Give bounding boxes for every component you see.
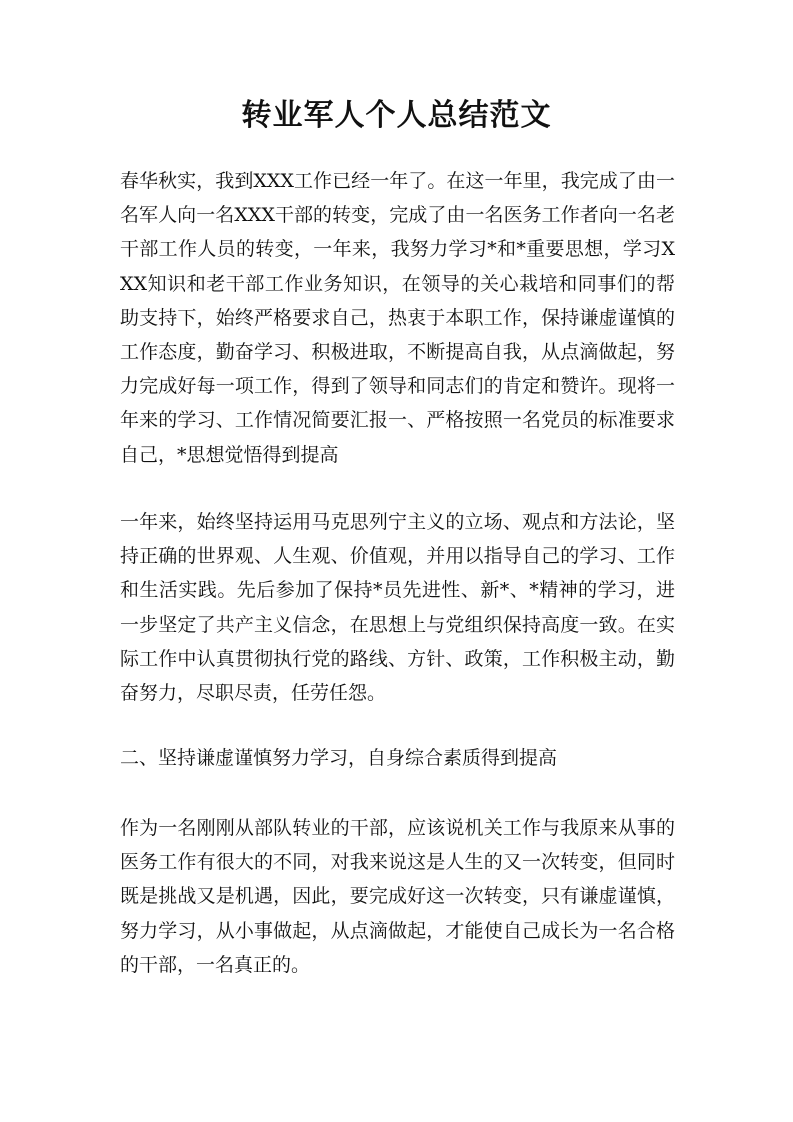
- document-title: 转业军人个人总结范文: [241, 98, 552, 133]
- paragraph-2: 一年来，始终坚持运用马克思列宁主义的立场、观点和方法论，坚持正确的世界观、人生观、价值观，并用以指导自己的学习、工作和生活实践。先后参加了保持*员先进性、新*、*精神的学习，进一步坚定了共产主义信念，在思想上与党组织保持高度一致。在实际工作中认真贯彻执行党的路线、方针、政策，工作积极主动，勤奋努力，尽职尽责，任劳任怨。: [120, 511, 675, 705]
- paragraph-3: 作为一名刚刚从部队转业的干部，应该说机关工作与我原来从事的医务工作有很大的不同，对我来说这是人生的又一次转变，但同时既是挑战又是机遇，因此，要完成好这一次转变，只有谦虚谨慎，努力学习，从小事做起，从点滴做起，才能使自己成长为一名合格的干部，一名真正的。: [120, 817, 675, 976]
- section-heading: 二、坚持谦虚谨慎努力学习，自身综合素质得到提高: [120, 747, 558, 769]
- paragraph-1: 春华秋实，我到XXX工作已经一年了。在这一年里，我完成了由一名军人向一名XXX干部的转变，完成了由一名医务工作者向一名老干部工作人员的转变，一年来，我努力学习*和*重要思想，学习XXX知识和老干部工作业务知识，在领导的关心栽培和同事们的帮助支持下，始终严格要求自己，热衷于本职工作，保持谦虚谨慎的工作态度，勤奋学习、积极进取，不断提高自我，从点滴做起，努力完成好每一项工作，得到了领导和同志们的肯定和赞许。现将一年来的学习、工作情况简要汇报一、严格按照一名党员的标准要求自己，*思想觉悟得到提高: [120, 170, 675, 466]
